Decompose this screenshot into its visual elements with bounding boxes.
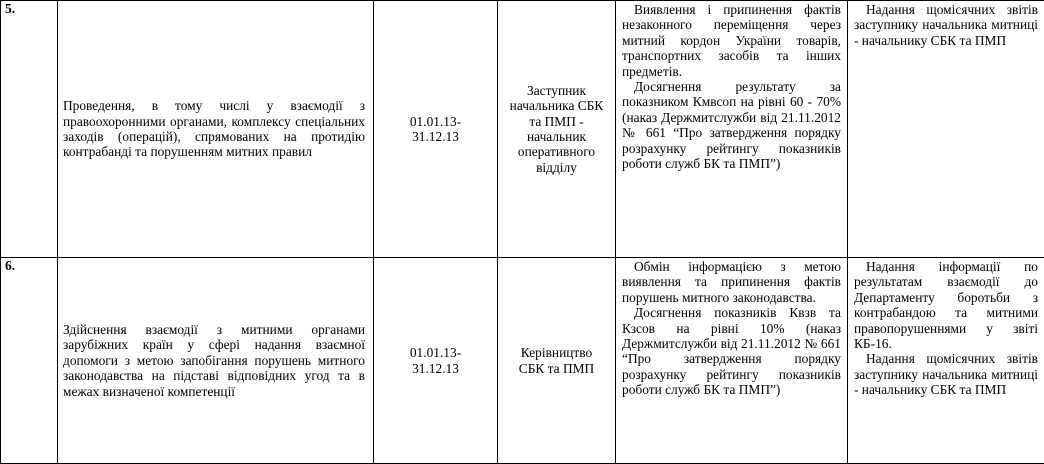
term-end: 31.12.13 — [374, 129, 497, 144]
row-number: 6. — [1, 258, 58, 464]
responsible-line: відділу — [504, 160, 609, 175]
responsible-line: Керівництво — [504, 345, 609, 360]
table-row — [1, 258, 1044, 464]
expected-result-cell — [616, 1, 848, 258]
control-form-cell — [848, 1, 1044, 258]
result-paragraph: Виявлення і припинення фактів незаконного переміщення через митний кордон України товарів, транспортних засобів та інших предметів. — [622, 2, 841, 79]
term-end: 31.12.13 — [374, 361, 497, 376]
term-start: 01.01.13- — [374, 345, 497, 360]
term-cell — [374, 1, 498, 258]
responsible-line: Заступник — [504, 83, 609, 98]
result-paragraph: Досягнення показників Квзв та Кзсов на рівні 10% (наказ Держмитслужби від 21.11.2012 № 661 “Про затвердження порядку розрахунку рейтингу показників роботи служб БК та ПМП”) — [622, 305, 841, 397]
control-paragraph: Надання інформації по результатам взаємодії до Департаменту боротьби з контрабандою та митними правопорушеннями у звіті КБ-16. — [854, 259, 1038, 351]
responsible-cell — [498, 1, 616, 258]
task-description: Проведення, в тому числі у взаємодії з правоохоронними органами, комплексу спеціальних заходів (операцій), спрямованих на протидію контрабанді та порушенням митних правил — [58, 1, 374, 258]
expected-result-cell — [616, 258, 848, 464]
responsible-line: оперативного — [504, 144, 609, 159]
table-row — [1, 1, 1044, 258]
control-paragraph: Надання щомісячних звітів заступнику начальника митниці - начальнику СБК та ПМП — [854, 2, 1038, 48]
responsible-line: начальник — [504, 129, 609, 144]
term-start: 01.01.13- — [374, 114, 497, 129]
responsible-line: та ПМП - — [504, 114, 609, 129]
control-form-cell — [848, 258, 1044, 464]
responsible-line: начальника СБК — [504, 98, 609, 113]
responsible-cell — [498, 258, 616, 464]
task-description: Здійснення взаємодії з митними органами зарубіжних країн у сфері надання взаємної допомоги з метою запобігання порушень митного законодавства на підставі відповідних угод та в межах визначеної компетенції — [58, 258, 374, 464]
row-number: 5. — [1, 1, 58, 258]
responsible-line: СБК та ПМП — [504, 361, 609, 376]
result-paragraph: Обмін інформацією з метою виявлення та припинення фактів порушень митного законодавства. — [622, 259, 841, 305]
term-cell — [374, 258, 498, 464]
control-paragraph: Надання щомісячних звітів заступнику начальника митниці - начальнику СБК та ПМП — [854, 351, 1038, 397]
result-paragraph: Досягнення результату за показником Кмвсоп на рівні 60 - 70% (наказ Держмитслужби від 21.11.2012 № 661 “Про затвердження порядку розрахунку рейтингу показників роботи служб БК та ПМП”) — [622, 79, 841, 171]
